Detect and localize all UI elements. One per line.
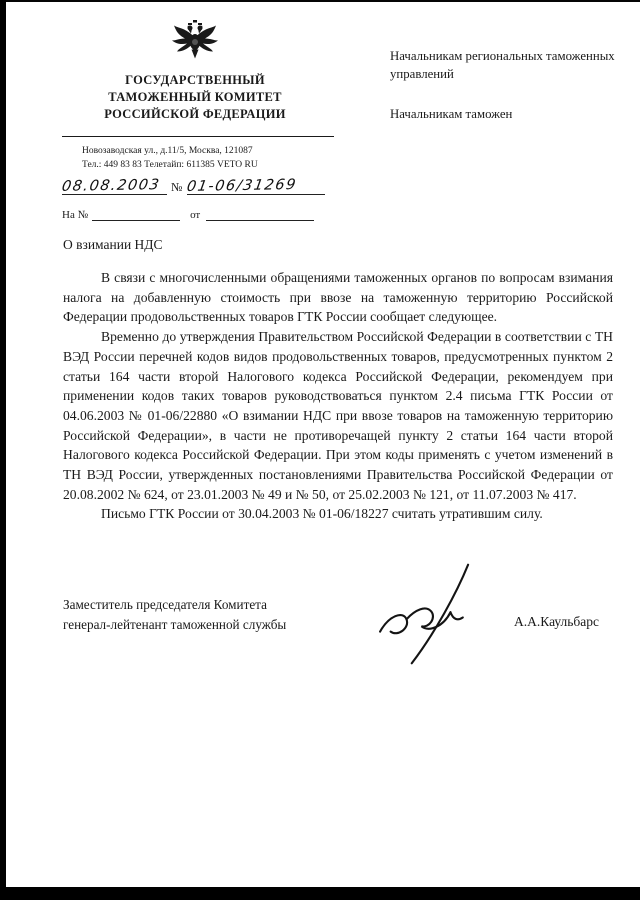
subject-line: О взимании НДС bbox=[63, 237, 163, 252]
handwritten-date: 08.08.2003 bbox=[60, 177, 162, 195]
recipient-customs: Начальникам таможен bbox=[390, 106, 513, 121]
reference-row bbox=[62, 204, 342, 221]
paragraph-2: Временно до утверждения Правительством Российской Федерации в соответствии с ТН ВЭД России перечней кодов видов продовольственных товаров, предусмотренных пунктом 2 статьи 164 части второй Налогового кодекса Российской Федерации, рекомендуем при применении кодов таких товаров руководствоваться пунктом 2.4 письма ГТК России от 04.06.2003 № 01-06/22880 «О взимании НДС при ввозе товаров на таможенную территорию Российской Федерации», в части не противоречащей пункту 2 статьи 164 части второй Налогового кодекса Российской Федерации. При этом коды применять с учетом изменений в ТН ВЭД России, утвержденных постановлениями Правительства Российской Федерации от 20.08.2002 № 624, от 23.01.2003 № 49 и № 50, от 25.02.2003 № 121, от 11.07.2003 № 417. bbox=[63, 329, 613, 502]
paragraph-3: Письмо ГТК России от 30.04.2003 № 01-06/18227 считать утратившим силу. bbox=[101, 506, 543, 522]
org-name-line1: ГОСУДАРСТВЕННЫЙ bbox=[125, 73, 265, 87]
coat-of-arms bbox=[60, 18, 330, 69]
recipients-block bbox=[390, 48, 615, 124]
org-address-block bbox=[82, 144, 342, 173]
letter-body bbox=[63, 268, 613, 524]
double-headed-eagle-icon bbox=[170, 51, 220, 68]
org-name-line2: ТАМОЖЕННЫЙ КОМИТЕТ bbox=[108, 89, 282, 104]
org-address: Новозаводская ул., д.11/5, Москва, 121087 bbox=[82, 146, 253, 156]
org-phone: Тел.: 449 83 83 Телетайп: 611385 VETO RU bbox=[82, 160, 258, 171]
ref-na-blank-line bbox=[92, 204, 180, 221]
number-line bbox=[187, 178, 325, 195]
handwritten-signature-icon bbox=[366, 555, 498, 673]
signer-position-line2: генерал-лейтенант таможенной службы bbox=[63, 616, 287, 632]
signer-name: А.А.Каульбарс bbox=[514, 614, 600, 629]
handwritten-number: 01-06/31269 bbox=[186, 177, 299, 195]
letterhead-divider bbox=[62, 136, 334, 137]
scan-edge-left bbox=[0, 0, 6, 900]
org-name-line3: РОССИЙСКОЙ ФЕДЕРАЦИИ bbox=[104, 106, 286, 121]
ref-ot-blank-line bbox=[206, 204, 314, 221]
recipient-regional: Начальникам региональных таможенных управлений bbox=[390, 49, 615, 81]
signer-position bbox=[63, 595, 286, 635]
scan-edge-bottom bbox=[0, 887, 640, 900]
paragraph-1: В связи с многочисленными обращениями таможенных органов по вопросам взимания налога на добавленную стоимость при ввозе на таможенную территорию Российской Федерации продовольственных товаров ГТК России сообщает следующее. bbox=[63, 270, 613, 325]
date-number-row bbox=[62, 178, 342, 195]
org-name bbox=[55, 72, 335, 123]
scan-edge-top bbox=[0, 0, 640, 2]
signer-position-line1: Заместитель председателя Комитета bbox=[63, 597, 267, 612]
number-sign: № bbox=[171, 180, 183, 194]
ref-na-label: На № bbox=[62, 209, 89, 221]
ref-ot-label: от bbox=[190, 209, 201, 221]
date-line bbox=[62, 178, 167, 195]
